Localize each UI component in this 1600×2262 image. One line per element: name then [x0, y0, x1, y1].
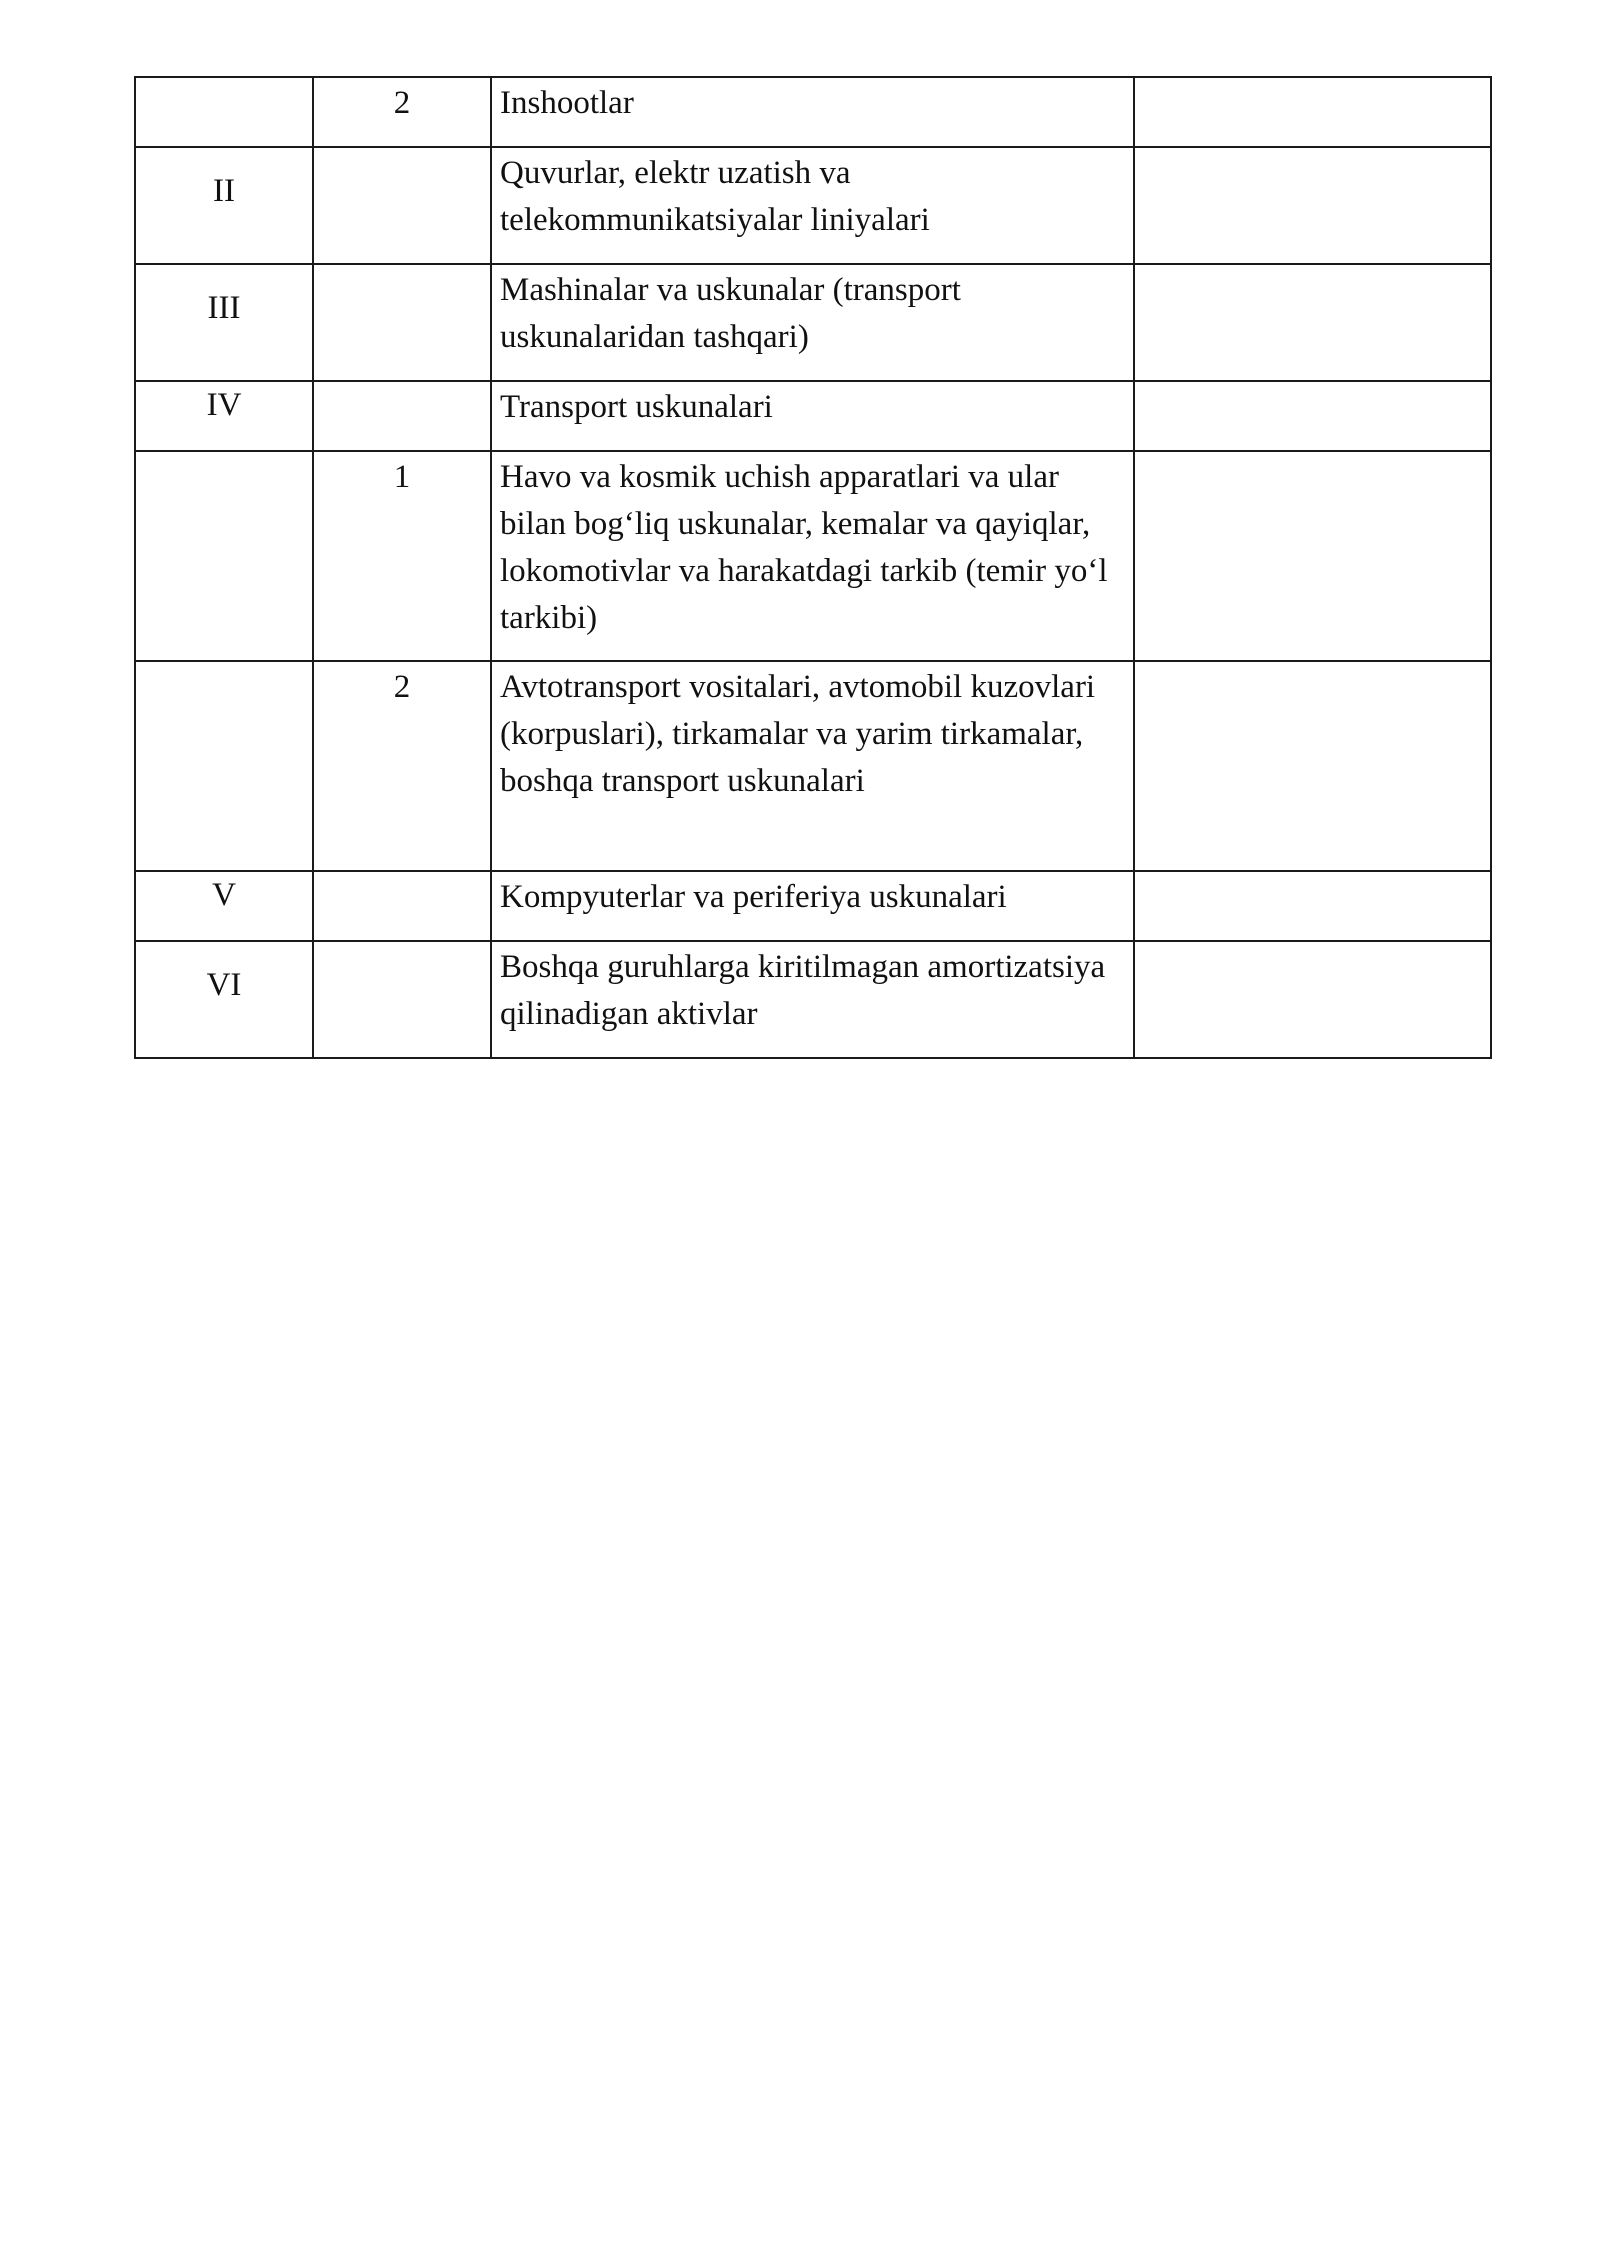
table-row	[135, 871, 1491, 941]
asset-name-cell	[491, 871, 1134, 941]
subgroup-number: 2	[393, 669, 411, 705]
asset-name: Kompyuterlar va periferiya uskunalari	[500, 879, 1007, 915]
group-number-cell	[135, 871, 313, 941]
subgroup-number	[314, 265, 490, 267]
empty-cell	[1134, 941, 1491, 1058]
asset-name: Avtotransport vositalari, avtomobil kuzovlari (korpuslari), tirkamalar va yarim tirkamalar, boshqa transport uskunalari	[500, 669, 1096, 799]
group-number-cell	[135, 451, 313, 661]
group-number: IV	[206, 387, 242, 423]
asset-name: Transport uskunalari	[500, 389, 773, 425]
subgroup-number-cell	[313, 661, 491, 871]
subgroup-number-cell	[313, 941, 491, 1058]
group-number: II	[213, 173, 235, 209]
asset-name-cell	[491, 77, 1134, 147]
asset-groups-table	[134, 76, 1492, 1059]
group-number: III	[207, 290, 241, 326]
subgroup-number-cell	[313, 264, 491, 381]
subgroup-number-cell	[313, 381, 491, 451]
group-number: VI	[206, 967, 242, 1003]
asset-name-cell	[491, 147, 1134, 264]
group-number: V	[212, 877, 236, 913]
subgroup-number	[314, 382, 490, 384]
subgroup-number	[314, 872, 490, 874]
empty-cell	[1134, 451, 1491, 661]
empty-cell	[1134, 264, 1491, 381]
table-body	[135, 77, 1491, 1058]
subgroup-number-cell	[313, 871, 491, 941]
table-row	[135, 381, 1491, 451]
group-number-cell	[135, 941, 313, 1058]
group-number-cell	[135, 147, 313, 264]
group-number-cell	[135, 661, 313, 871]
empty-cell	[1134, 77, 1491, 147]
group-number-cell	[135, 264, 313, 381]
table-row	[135, 77, 1491, 147]
group-number-cell	[135, 77, 313, 147]
table-row	[135, 941, 1491, 1058]
table-row	[135, 661, 1491, 871]
subgroup-number-cell	[313, 77, 491, 147]
asset-name-cell	[491, 381, 1134, 451]
asset-name-cell	[491, 941, 1134, 1058]
empty-cell	[1134, 661, 1491, 871]
subgroup-number-cell	[313, 451, 491, 661]
asset-name: Mashinalar va uskunalar (transport uskunalaridan tashqari)	[500, 272, 961, 355]
table-row	[135, 451, 1491, 661]
asset-name: Inshootlar	[500, 85, 634, 121]
subgroup-number: 2	[393, 85, 411, 121]
subgroup-number	[314, 942, 490, 944]
subgroup-number-cell	[313, 147, 491, 264]
asset-name-cell	[491, 451, 1134, 661]
asset-name-cell	[491, 264, 1134, 381]
asset-name: Quvurlar, elektr uzatish va telekommunikatsiyalar liniyalari	[500, 155, 930, 238]
empty-cell	[1134, 381, 1491, 451]
empty-cell	[1134, 147, 1491, 264]
empty-cell	[1134, 871, 1491, 941]
table-row	[135, 147, 1491, 264]
group-number-cell	[135, 381, 313, 451]
asset-name: Boshqa guruhlarga kiritilmagan amortizatsiya qilinadigan aktivlar	[500, 949, 1106, 1032]
asset-name: Havo va kosmik uchish apparatlari va ular bilan bog‘liq uskunalar, kemalar va qayiqlar, lokomotivlar va harakatdagi tarkib (temir yo‘l tarkibi)	[500, 459, 1108, 636]
subgroup-number	[314, 148, 490, 150]
asset-name-cell	[491, 661, 1134, 871]
table-row	[135, 264, 1491, 381]
subgroup-number: 1	[393, 459, 411, 495]
